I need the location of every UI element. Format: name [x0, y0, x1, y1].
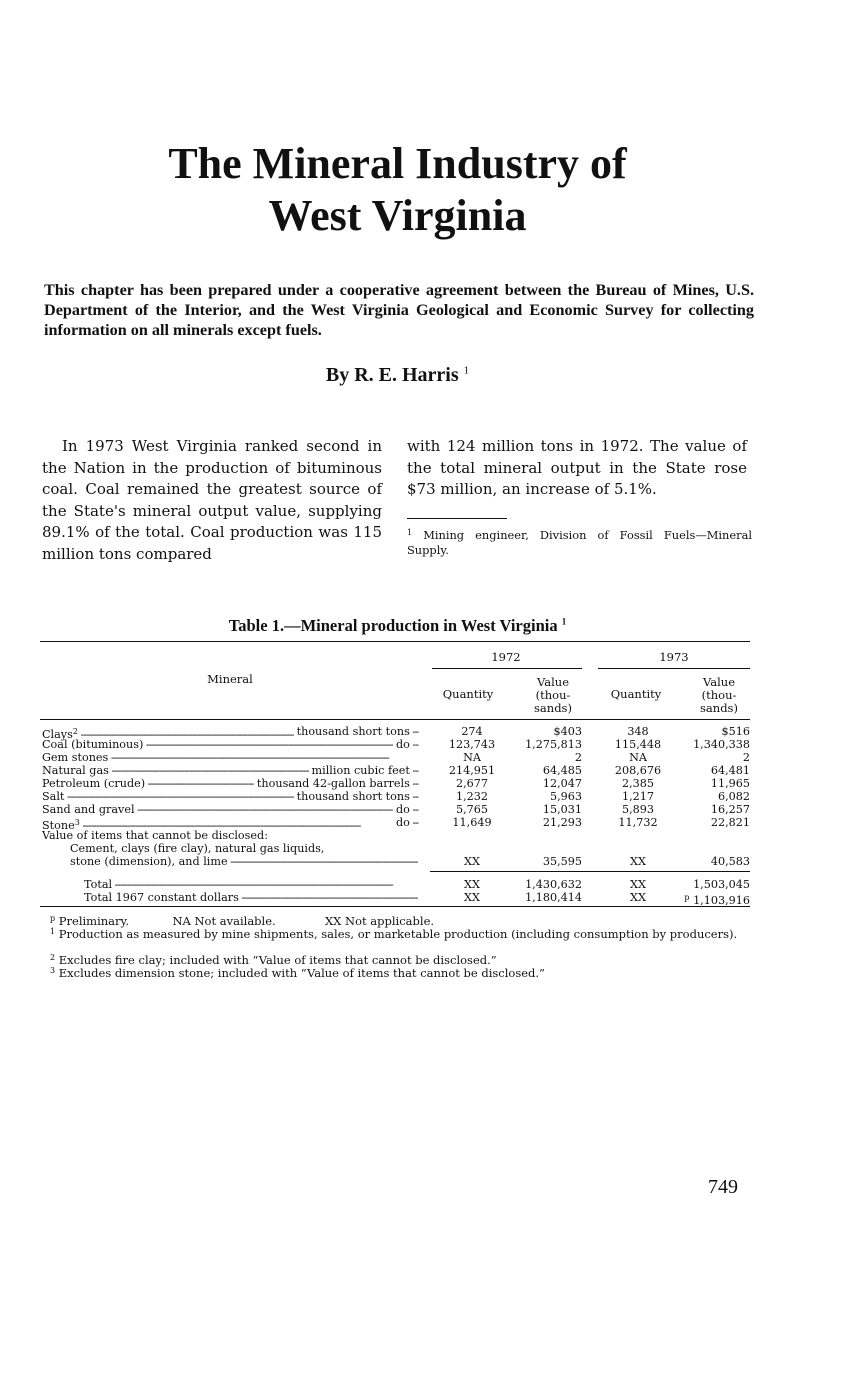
- table-notes-legend: [50, 913, 750, 927]
- row-label: Stone: [42, 819, 75, 832]
- value-1972: 1,430,632: [525, 878, 582, 891]
- qty-1973: XX: [630, 855, 646, 868]
- qty-1973: 2,385: [621, 777, 655, 790]
- undisclosed-detail-row: [42, 842, 750, 855]
- row-unit: do --: [393, 816, 418, 829]
- undisclosed-detail: Cement, clays (fire clay), natural gas liquids,: [70, 842, 325, 855]
- page-title: [0, 138, 795, 242]
- title-line-1: The Mineral Industry of: [168, 139, 627, 188]
- byline-text: By R. E. Harris: [325, 364, 459, 386]
- value-1972: 2: [574, 751, 582, 764]
- row-label: Coal (bituminous): [42, 738, 144, 751]
- value-1972: 35,595: [542, 855, 582, 868]
- table-row: [42, 855, 750, 868]
- row-label: Sand and gravel: [42, 803, 135, 816]
- value-1973: $516: [721, 725, 750, 738]
- value-1973: 11,965: [710, 777, 750, 790]
- row-unit: thousand short tons --: [294, 790, 418, 803]
- note-na: NA Not available.: [172, 914, 276, 928]
- row-label: Gem stones: [42, 751, 109, 764]
- value-1973: 1,503,045: [693, 878, 750, 891]
- qty-1972: XX: [464, 855, 480, 868]
- qty-1973: 208,676: [614, 764, 662, 777]
- qty-1972: 5,765: [455, 803, 489, 816]
- table-top-rule: [40, 641, 750, 642]
- table-caption: [0, 616, 795, 636]
- row-label: Salt: [42, 790, 65, 803]
- row-footnote-mark: 2: [72, 727, 78, 736]
- qty-1972: XX: [464, 878, 480, 891]
- value-1972: 12,047: [542, 777, 582, 790]
- table-caption-text: Table 1.—Mineral production in West Virginia: [228, 616, 558, 635]
- qty-1973: 5,893: [621, 803, 655, 816]
- table-header-rule: [40, 719, 750, 720]
- preliminary-mark: p: [684, 893, 690, 902]
- undisclosed-heading-row: [42, 829, 750, 842]
- value-1973: 1,103,916: [693, 894, 750, 907]
- row-label: Total 1967 constant dollars -----: [84, 891, 418, 904]
- header-year-1972: 1972: [491, 650, 521, 664]
- note-2-text: Excludes fire clay; included with “Value of items that cannot be disclosed.”: [58, 953, 497, 967]
- table-row: [42, 725, 750, 741]
- qty-1973: 348: [627, 725, 649, 738]
- header-value-1972: Value (thou-sands): [534, 675, 572, 715]
- value-1972: 21,293: [542, 816, 582, 829]
- qty-1972: 1,232: [455, 790, 489, 803]
- byline: [0, 364, 795, 387]
- qty-1973: XX: [630, 878, 646, 891]
- author-footnote-mark: 1: [407, 528, 413, 537]
- qty-1973: XX: [630, 891, 646, 904]
- note-1-mark: 1: [50, 927, 56, 936]
- qty-1973: 1,217: [621, 790, 655, 803]
- qty-1972: XX: [464, 891, 480, 904]
- table-row: [42, 764, 750, 777]
- qty-1972: 123,743: [448, 738, 496, 751]
- value-1972: 1,275,813: [525, 738, 582, 751]
- row-unit: thousand short tons --: [294, 725, 418, 738]
- table-row: [42, 803, 750, 816]
- header-quantity-1972: Quantity: [442, 687, 494, 701]
- table-row: [42, 790, 750, 803]
- intro-paragraph: This chapter has been prepared under a cooperative agreement between the Bureau of Mines, U.S. Department of the Interior, and the West Virginia Geological and Economic Survey for collecting information on all minerals except fuels.: [44, 281, 754, 339]
- value-1973: 2: [742, 751, 750, 764]
- table-row: [42, 816, 750, 832]
- page-number: 749: [708, 1176, 738, 1198]
- footnote-rule: [407, 518, 507, 519]
- total-rule: [430, 871, 750, 872]
- note-p-mark: p: [50, 914, 56, 923]
- value-1972: $403: [553, 725, 582, 738]
- qty-1973: 115,448: [614, 738, 662, 751]
- note-1-text: Production as measured by mine shipments, sales, or marketable production (including consumption by producers).: [58, 927, 738, 941]
- table-note-3: [50, 965, 750, 979]
- table-row: [42, 738, 750, 751]
- value-1972: 5,963: [549, 790, 582, 803]
- note-xx: XX Not applicable.: [325, 914, 435, 928]
- qty-1972: NA: [463, 751, 481, 764]
- table-row: [42, 751, 750, 764]
- note-preliminary: Preliminary.: [58, 914, 130, 928]
- row-label: Natural gas: [42, 764, 109, 777]
- body-column-1: In 1973 West Virginia ranked second in the Nation in the production of bituminous coal. Coal remained the greatest source of the State's mineral output value, supplying 89.1% of the total. Coal production was 115 million tons compared: [42, 437, 382, 563]
- table-row: [42, 777, 750, 790]
- row-footnote-mark: 3: [74, 818, 80, 827]
- note-2-mark: 2: [50, 953, 56, 962]
- value-1973: 22,821: [710, 816, 750, 829]
- value-1972: 15,031: [542, 803, 582, 816]
- row-label: stone (dimension), and lime -----: [70, 855, 418, 868]
- value-1973: 64,481: [710, 764, 750, 777]
- value-1973: 1,340,338: [693, 738, 750, 751]
- qty-1972: 11,649: [452, 816, 492, 829]
- value-1973: 6,082: [717, 790, 750, 803]
- year-1973-rule: [598, 668, 750, 669]
- row-label: Total -----: [84, 878, 418, 891]
- table-row-total: [42, 878, 750, 891]
- row-label: Clays: [42, 728, 73, 741]
- header-quantity-1973: Quantity: [610, 687, 662, 701]
- table-note-2: [50, 952, 750, 966]
- value-1973: 16,257: [710, 803, 750, 816]
- year-1972-rule: [432, 668, 582, 669]
- title-line-2: West Virginia: [268, 191, 527, 240]
- author-footnote-text: Mining engineer, Division of Fossil Fuels—Mineral Supply.: [407, 528, 752, 557]
- note-3-mark: 3: [50, 966, 56, 975]
- table-bottom-rule: [40, 906, 750, 907]
- qty-1973: 11,732: [618, 816, 658, 829]
- row-unit: do --: [393, 803, 418, 816]
- byline-footnote-mark: 1: [463, 364, 470, 377]
- table-row-total-1967: [42, 891, 750, 907]
- row-unit: do --: [393, 738, 418, 751]
- table-note-1: [42, 926, 750, 940]
- value-1972: 1,180,414: [525, 891, 582, 904]
- header-year-1973: 1973: [659, 650, 689, 664]
- header-mineral: Mineral: [207, 672, 253, 686]
- row-unit: thousand 42-gallon barrels --: [254, 777, 418, 790]
- body-column-2: with 124 million tons in 1972. The value of the total mineral output in the State rose $73 million, an increase of 5.1%.: [407, 437, 747, 498]
- undisclosed-heading: Value of items that cannot be disclosed:: [42, 829, 268, 842]
- value-1972: 64,485: [542, 764, 582, 777]
- qty-1972: 2,677: [455, 777, 489, 790]
- value-1973: 40,583: [710, 855, 750, 868]
- qty-1973: NA: [629, 751, 647, 764]
- qty-1972: 274: [461, 725, 483, 738]
- header-value-1973: Value (thou-sands): [700, 675, 738, 715]
- table-caption-mark: 1: [561, 616, 567, 627]
- qty-1972: 214,951: [448, 764, 496, 777]
- author-footnote: [407, 525, 752, 558]
- note-3-text: Excludes dimension stone; included with “Value of items that cannot be disclosed.”: [58, 966, 545, 980]
- row-unit: million cubic feet --: [309, 764, 418, 777]
- row-label: Petroleum (crude): [42, 777, 146, 790]
